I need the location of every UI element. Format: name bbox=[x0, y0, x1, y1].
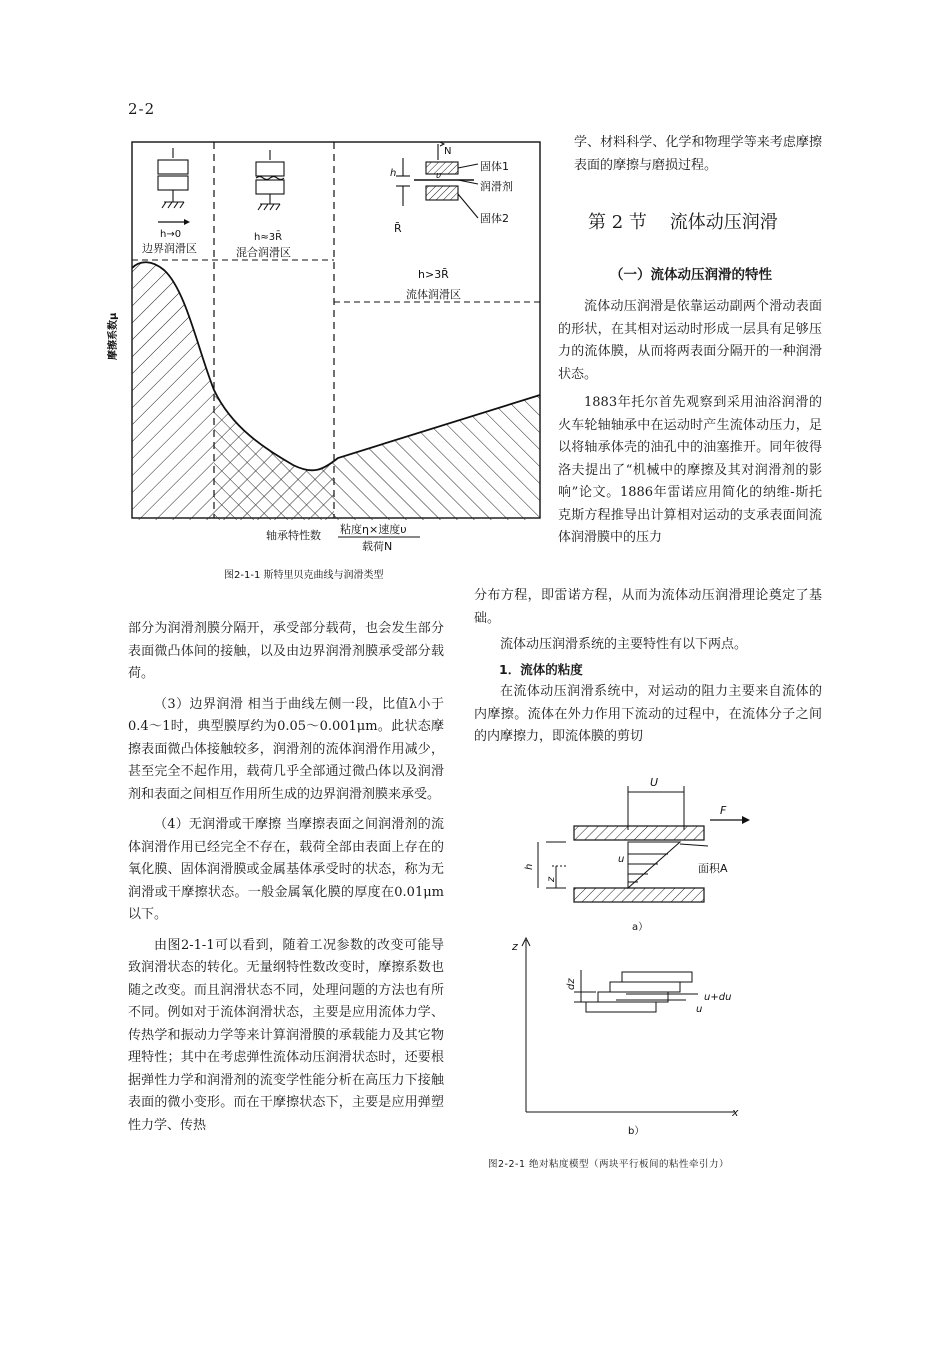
label-n: N bbox=[444, 146, 452, 157]
legend-solid2: 固体2 bbox=[480, 212, 509, 225]
legend-solid1: 固体1 bbox=[480, 160, 509, 173]
item-viscosity: 1．流体的粘度 bbox=[499, 661, 583, 677]
boundary-sketch bbox=[158, 148, 188, 208]
label-z-axis: z bbox=[512, 940, 518, 953]
region2-condition: h≈3R̄ bbox=[254, 232, 283, 243]
label-u-mid: u bbox=[618, 854, 625, 865]
right-paragraph-1: 流体动压润滑是依靠运动副两个滑动表面的形状，在其相对运动时形成一层具有足够压力的流体膜，从而将两表面分隔开的一种润滑状态。 bbox=[558, 299, 822, 382]
label-u-plus-du: u+du bbox=[704, 992, 732, 1003]
right-paragraph-3: 流体动压润滑系统的主要特性有以下两点。 bbox=[500, 637, 748, 652]
label-x-axis: x bbox=[732, 1106, 739, 1119]
region1-name: 边界润滑区 bbox=[142, 242, 197, 255]
left-paragraph-1: 部分为润滑剂膜分隔开，承受部分载荷，也会发生部分表面微凸体间的接触，以及由边界润滑剂膜承受部分载荷。 bbox=[128, 621, 444, 681]
region3-condition: h>3R̄ bbox=[418, 268, 449, 281]
region1-condition: h→0 bbox=[160, 229, 182, 240]
top-plate bbox=[574, 826, 704, 840]
region3-name: 流体润滑区 bbox=[406, 288, 461, 301]
layers-diagram bbox=[522, 938, 734, 1112]
y-axis-label: 摩擦系数μ bbox=[108, 312, 119, 360]
left-paragraph-3: （4）无润滑或干摩擦 当摩擦表面之间润滑剂的流体润滑作用已经完全不存在，载荷全部由表面上存在的氧化膜、固体润滑膜或金属基体承受时的状态，称为无润滑或干摩擦状态。一般金属氧化膜的厚度在0.01μm以下。 bbox=[128, 817, 444, 922]
right-paragraph-4: 在流体动压润滑系统中，对运动的阻力主要来自流体的内摩擦。流体在外力作用下流动的过程中，在流体分子之间的内摩擦力，即流体膜的剪切 bbox=[474, 684, 822, 744]
legend-lubricant: 润滑剂 bbox=[480, 180, 513, 193]
label-dz: dz bbox=[566, 978, 577, 990]
x-axis-denominator: 载荷N bbox=[362, 540, 393, 553]
label-h: h bbox=[524, 863, 535, 870]
label-u-top: U bbox=[650, 776, 659, 789]
viscosity-model-figure bbox=[476, 770, 826, 1170]
right-column-body bbox=[558, 296, 822, 550]
label-area: 面积A bbox=[698, 862, 728, 875]
label-z: z bbox=[546, 876, 557, 882]
label-f: F bbox=[720, 804, 727, 817]
label-r: R̄ bbox=[394, 222, 402, 235]
plates-diagram bbox=[538, 786, 750, 902]
x-axis-prefix: 轴承特性数 bbox=[266, 529, 321, 542]
label-u-bottom: u bbox=[696, 1004, 703, 1015]
x-axis-numerator: 粘度η×速度υ bbox=[340, 523, 407, 536]
subsection-title: （一）流体动压润滑的特性 bbox=[610, 267, 772, 283]
fluid-region-fill bbox=[334, 240, 540, 520]
subfig-a: a） bbox=[632, 922, 649, 933]
label-v: υ bbox=[436, 171, 442, 181]
left-paragraph-2: （3）边界润滑 相当于曲线左侧一段，比值λ小于0.4～1时，典型膜厚约为0.05～0.001μm。此状态摩擦表面微凸体接触较多，润滑剂的流体润滑作用减少，甚至完全不起作用，载荷几乎全部通过微凸体以及润滑剂和表面之间相互作用所生成的边界润滑剂膜来承受。 bbox=[128, 696, 444, 802]
figure2-caption: 图2-2-1 绝对粘度模型（两块平行板间的粘性牵引力） bbox=[488, 1159, 730, 1170]
right-column-lower bbox=[474, 585, 822, 749]
subfig-b: b） bbox=[628, 1126, 645, 1137]
region2-name: 混合润滑区 bbox=[236, 246, 291, 259]
right-paragraph-2a: 1883年托尔首先观察到采用油浴润滑的火车轮轴轴承中在运动时产生流体动压力，足以将轴承体壳的油孔中的油塞推开。同年彼得洛夫提出了“机械中的摩擦及其对润滑剂的影响”论文。1886年雷诺应用简化的纳维-斯托克斯方程推导出计算相对运动的支承表面间流体润滑膜中的压力 bbox=[558, 395, 822, 545]
stribeck-figure bbox=[108, 140, 513, 590]
velocity-profile bbox=[628, 842, 680, 888]
figure1-caption: 图2-1-1 斯特里贝克曲线与润滑类型 bbox=[224, 570, 384, 581]
label-h-left: h bbox=[390, 168, 397, 179]
right-paragraph-0: 学、材料科学、化学和物理学等来考虑摩擦表面的摩擦与磨损过程。 bbox=[574, 135, 822, 173]
left-column bbox=[128, 618, 444, 1137]
mixed-sketch bbox=[256, 150, 284, 210]
right-paragraph-2b: 分布方程，即雷诺方程，从而为流体动压润滑理论奠定了基础。 bbox=[474, 588, 822, 626]
left-paragraph-4: 由图2-1-1可以看到，随着工况参数的改变可能导致润滑状态的转化。无量纲特性数改变时，摩擦系数也随之改变。而且润滑状态不同，处理问题的方法也有所不同。例如对于流体润滑状态，主要是应用流体力学、传热学和振动力学等来计算润滑膜的承载能力及其它物理特性；其中在考虑弹性流体动压润滑状态时，还要根据弹性力学和润滑剂的流变学性能分析在高压力下接触表面的微小变形。而在干摩擦状态下，主要是应用弹塑性力学、传热 bbox=[128, 937, 444, 1133]
mixed-region-fill-b bbox=[214, 240, 334, 520]
section-title: 第 2 节 流体动压润滑 bbox=[588, 212, 778, 233]
fluid-sketch bbox=[396, 144, 478, 218]
right-column-top bbox=[574, 132, 822, 177]
bottom-plate bbox=[574, 888, 704, 902]
page-number: 2-2 bbox=[128, 100, 156, 118]
